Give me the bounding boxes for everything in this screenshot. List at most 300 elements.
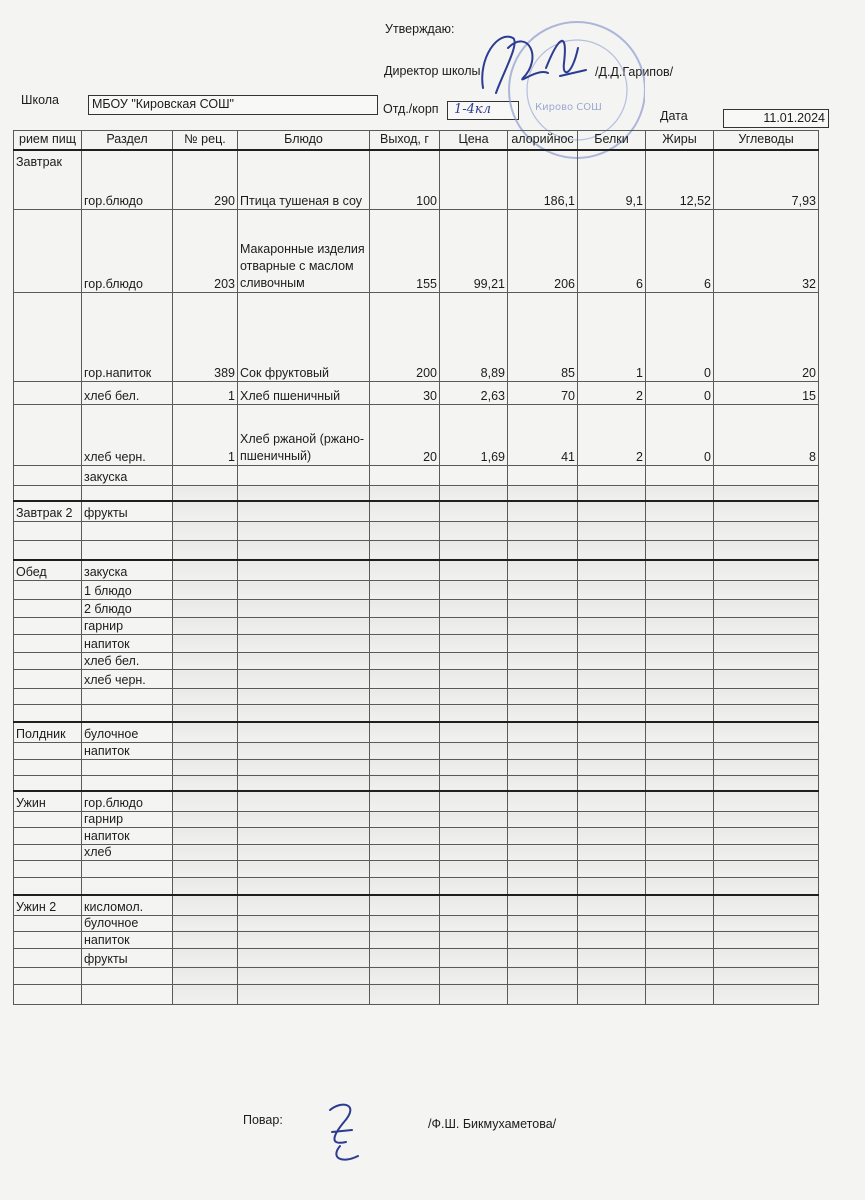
table-cell	[508, 486, 578, 501]
table-cell	[238, 828, 370, 845]
table-row	[14, 895, 819, 916]
table-cell: 8,89	[440, 293, 508, 382]
table-cell	[173, 984, 238, 1004]
table-cell	[370, 653, 440, 670]
table-row	[14, 635, 819, 653]
table-cell	[508, 845, 578, 861]
table-cell	[238, 466, 370, 486]
table-cell	[508, 861, 578, 878]
table-cell: Макаронные изделия отварные с маслом сливочным	[238, 210, 370, 293]
table-cell	[714, 948, 819, 967]
table-cell: булочное	[82, 915, 173, 931]
table-cell	[370, 775, 440, 791]
table-cell	[714, 466, 819, 486]
table-cell	[370, 466, 440, 486]
table-cell	[578, 670, 646, 689]
table-cell	[173, 486, 238, 501]
table-cell	[578, 915, 646, 931]
table-cell: 32	[714, 210, 819, 293]
table-cell	[646, 653, 714, 670]
date-box	[723, 109, 829, 128]
table-cell	[578, 828, 646, 845]
table-cell	[82, 861, 173, 878]
table-cell	[578, 540, 646, 560]
table-cell	[238, 895, 370, 916]
table-cell	[440, 501, 508, 522]
table-cell: Хлеб пшеничный	[238, 382, 370, 405]
table-cell	[440, 689, 508, 705]
table-cell	[646, 931, 714, 948]
cook-signature	[322, 1098, 367, 1166]
dept-value: 1-4кл	[454, 102, 491, 117]
table-cell	[440, 670, 508, 689]
table-cell	[82, 540, 173, 560]
table-cell: 0	[646, 382, 714, 405]
table-cell	[173, 791, 238, 812]
table-cell	[440, 878, 508, 895]
table-cell	[714, 895, 819, 916]
dept-label: Отд./корп	[383, 102, 439, 116]
table-cell	[173, 653, 238, 670]
table-cell	[714, 689, 819, 705]
table-cell	[508, 540, 578, 560]
table-cell: 200	[370, 293, 440, 382]
table-cell	[440, 845, 508, 861]
table-cell: напиток	[82, 635, 173, 653]
column-header: № рец.	[173, 131, 238, 150]
school-name: МБОУ "Кировская СОШ"	[92, 97, 234, 111]
table-cell	[714, 791, 819, 812]
column-header: Белки	[578, 131, 646, 150]
table-cell	[508, 653, 578, 670]
director-name: /Д.Д.Гарипов/	[595, 65, 674, 79]
table-cell	[14, 705, 82, 722]
table-cell	[578, 581, 646, 600]
table-cell	[14, 984, 82, 1004]
table-cell	[238, 722, 370, 743]
table-cell	[646, 742, 714, 759]
table-cell: закуска	[82, 466, 173, 486]
column-header: рием пищ	[14, 131, 82, 150]
table-cell	[578, 775, 646, 791]
table-cell	[370, 759, 440, 775]
table-cell	[440, 984, 508, 1004]
table-cell: 9,1	[578, 150, 646, 210]
column-header: Блюдо	[238, 131, 370, 150]
table-cell: Завтрак	[14, 150, 82, 210]
table-cell	[238, 915, 370, 931]
stamp-text: Кирово СОШ	[535, 102, 602, 113]
table-cell	[238, 689, 370, 705]
table-cell	[370, 618, 440, 635]
table-cell	[714, 915, 819, 931]
table-cell	[238, 967, 370, 984]
table-cell	[508, 600, 578, 618]
table-cell	[370, 878, 440, 895]
table-cell	[646, 845, 714, 861]
table-cell: 85	[508, 293, 578, 382]
table-cell	[714, 812, 819, 828]
table-cell	[173, 705, 238, 722]
table-cell: 7,93	[714, 150, 819, 210]
table-cell	[238, 812, 370, 828]
table-row	[14, 210, 819, 293]
table-cell	[238, 984, 370, 1004]
table-cell	[14, 915, 82, 931]
table-cell	[714, 600, 819, 618]
table-cell	[646, 689, 714, 705]
table-cell	[440, 600, 508, 618]
table-cell	[646, 466, 714, 486]
table-cell	[578, 948, 646, 967]
table-cell	[238, 635, 370, 653]
table-cell	[440, 521, 508, 540]
column-header: Жиры	[646, 131, 714, 150]
table-cell: 186,1	[508, 150, 578, 210]
table-cell	[508, 618, 578, 635]
table-cell	[173, 540, 238, 560]
table-cell	[173, 466, 238, 486]
table-cell	[370, 581, 440, 600]
table-cell	[82, 521, 173, 540]
table-cell: Обед	[14, 560, 82, 581]
table-row	[14, 600, 819, 618]
table-cell: напиток	[82, 828, 173, 845]
table-cell: 6	[578, 210, 646, 293]
table-cell: фрукты	[82, 948, 173, 967]
table-cell	[714, 775, 819, 791]
table-row	[14, 967, 819, 984]
table-cell	[646, 984, 714, 1004]
table-cell	[508, 948, 578, 967]
table-cell: гор.напиток	[82, 293, 173, 382]
table-cell	[82, 759, 173, 775]
table-cell	[646, 861, 714, 878]
table-cell	[14, 521, 82, 540]
table-cell: 30	[370, 382, 440, 405]
table-cell	[370, 828, 440, 845]
table-cell: 389	[173, 293, 238, 382]
table-cell	[508, 521, 578, 540]
table-cell	[714, 722, 819, 743]
table-cell: фрукты	[82, 501, 173, 522]
cook-label: Повар:	[243, 1113, 283, 1127]
table-cell: 2,63	[440, 382, 508, 405]
column-header: алорийнос	[508, 131, 578, 150]
table-cell	[14, 486, 82, 501]
table-cell	[646, 540, 714, 560]
director-label: Директор школы	[384, 64, 481, 78]
table-cell: хлеб черн.	[82, 670, 173, 689]
table-cell	[14, 635, 82, 653]
table-cell	[370, 967, 440, 984]
table-cell	[370, 722, 440, 743]
table-cell	[440, 915, 508, 931]
table-cell	[440, 635, 508, 653]
table-cell: 206	[508, 210, 578, 293]
table-cell: хлеб бел.	[82, 653, 173, 670]
table-cell	[238, 861, 370, 878]
table-cell	[578, 759, 646, 775]
header-row	[14, 131, 819, 150]
table-cell	[238, 540, 370, 560]
table-cell	[238, 653, 370, 670]
table-row	[14, 812, 819, 828]
table-cell	[14, 382, 82, 405]
table-cell	[173, 501, 238, 522]
table-cell	[370, 560, 440, 581]
director-signature	[468, 18, 598, 113]
table-cell	[14, 405, 82, 466]
table-cell	[646, 722, 714, 743]
table-cell	[440, 618, 508, 635]
table-cell	[646, 705, 714, 722]
table-cell	[14, 931, 82, 948]
table-row	[14, 845, 819, 861]
table-cell	[508, 828, 578, 845]
table-cell	[440, 466, 508, 486]
table-cell: 1	[173, 405, 238, 466]
table-cell	[578, 705, 646, 722]
table-cell	[370, 812, 440, 828]
table-cell	[238, 791, 370, 812]
table-cell	[14, 948, 82, 967]
table-cell	[578, 689, 646, 705]
table-cell	[238, 521, 370, 540]
table-cell	[578, 861, 646, 878]
table-cell	[714, 878, 819, 895]
table-cell: Ужин 2	[14, 895, 82, 916]
table-row	[14, 931, 819, 948]
table-cell	[714, 967, 819, 984]
table-cell: напиток	[82, 742, 173, 759]
table-cell	[14, 759, 82, 775]
table-cell	[82, 878, 173, 895]
table-cell	[370, 501, 440, 522]
table-cell	[370, 845, 440, 861]
table-cell: напиток	[82, 931, 173, 948]
table-row	[14, 861, 819, 878]
table-cell	[14, 293, 82, 382]
table-cell	[173, 878, 238, 895]
table-cell	[370, 742, 440, 759]
table-cell	[508, 581, 578, 600]
table-cell	[14, 845, 82, 861]
table-cell	[238, 931, 370, 948]
table-row	[14, 670, 819, 689]
table-cell: 8	[714, 405, 819, 466]
table-cell	[508, 759, 578, 775]
table-cell	[714, 984, 819, 1004]
table-cell	[508, 791, 578, 812]
table-cell	[714, 501, 819, 522]
table-cell	[508, 775, 578, 791]
table-cell	[370, 486, 440, 501]
table-cell	[440, 828, 508, 845]
table-cell	[508, 466, 578, 486]
table-cell	[646, 791, 714, 812]
table-cell: 70	[508, 382, 578, 405]
table-cell	[508, 812, 578, 828]
table-cell	[440, 895, 508, 916]
table-cell: Завтрак 2	[14, 501, 82, 522]
table-cell	[173, 948, 238, 967]
table-cell: гор.блюдо	[82, 150, 173, 210]
date-value: 11.01.2024	[763, 111, 825, 125]
table-cell	[14, 775, 82, 791]
table-cell	[82, 486, 173, 501]
table-cell	[173, 775, 238, 791]
table-cell	[440, 948, 508, 967]
table-cell	[370, 895, 440, 916]
table-cell	[370, 635, 440, 653]
table-cell	[508, 742, 578, 759]
table-cell: 2	[578, 382, 646, 405]
table-cell	[173, 845, 238, 861]
table-cell	[440, 560, 508, 581]
table-row	[14, 948, 819, 967]
column-header: Цена	[440, 131, 508, 150]
table-cell	[508, 670, 578, 689]
table-cell	[440, 722, 508, 743]
table-cell	[508, 705, 578, 722]
table-cell	[173, 689, 238, 705]
table-cell	[578, 486, 646, 501]
table-row	[14, 689, 819, 705]
table-cell: 1	[173, 382, 238, 405]
table-cell	[238, 759, 370, 775]
table-cell	[578, 791, 646, 812]
table-cell	[173, 618, 238, 635]
table-cell	[646, 486, 714, 501]
table-cell	[82, 775, 173, 791]
school-label: Школа	[21, 93, 59, 107]
table-cell	[714, 705, 819, 722]
table-cell	[14, 967, 82, 984]
table-cell: 2 блюдо	[82, 600, 173, 618]
table-cell	[370, 791, 440, 812]
table-cell: 100	[370, 150, 440, 210]
table-cell: хлеб	[82, 845, 173, 861]
table-cell: гор.блюдо	[82, 210, 173, 293]
table-cell	[578, 560, 646, 581]
table-cell	[440, 653, 508, 670]
table-cell	[370, 600, 440, 618]
table-cell	[238, 581, 370, 600]
table-cell	[578, 521, 646, 540]
table-cell	[646, 581, 714, 600]
table-cell: 1,69	[440, 405, 508, 466]
table-cell: гор.блюдо	[82, 791, 173, 812]
table-cell	[714, 845, 819, 861]
table-row	[14, 521, 819, 540]
table-cell	[173, 521, 238, 540]
table-row	[14, 501, 819, 522]
table-cell	[440, 486, 508, 501]
table-cell	[440, 775, 508, 791]
table-cell	[173, 581, 238, 600]
table-cell: 1 блюдо	[82, 581, 173, 600]
table-cell	[578, 812, 646, 828]
table-cell	[578, 895, 646, 916]
table-row	[14, 466, 819, 486]
table-cell	[14, 689, 82, 705]
menu-table	[13, 130, 819, 1005]
table-cell	[370, 689, 440, 705]
table-cell	[14, 861, 82, 878]
cook-name: /Ф.Ш. Бикмухаметова/	[428, 1117, 557, 1131]
table-cell	[714, 653, 819, 670]
table-cell	[508, 931, 578, 948]
table-cell: 15	[714, 382, 819, 405]
table-cell	[370, 931, 440, 948]
table-cell	[173, 861, 238, 878]
table-row	[14, 150, 819, 210]
table-cell	[173, 670, 238, 689]
table-row	[14, 486, 819, 501]
table-cell: Хлеб ржаной (ржано-пшеничный)	[238, 405, 370, 466]
table-cell	[238, 486, 370, 501]
table-cell	[440, 759, 508, 775]
table-cell	[578, 653, 646, 670]
table-cell: хлеб черн.	[82, 405, 173, 466]
table-cell	[646, 521, 714, 540]
table-cell	[714, 670, 819, 689]
table-cell	[508, 635, 578, 653]
table-cell	[173, 895, 238, 916]
table-cell	[14, 540, 82, 560]
table-cell	[508, 984, 578, 1004]
table-row	[14, 653, 819, 670]
table-row	[14, 293, 819, 382]
table-cell	[370, 670, 440, 689]
table-cell	[578, 984, 646, 1004]
table-row	[14, 560, 819, 581]
table-cell: 1	[578, 293, 646, 382]
table-cell	[173, 722, 238, 743]
approve-label: Утверждаю:	[385, 22, 455, 36]
table-cell: 20	[370, 405, 440, 466]
table-cell	[440, 967, 508, 984]
table-cell	[714, 742, 819, 759]
table-cell	[578, 742, 646, 759]
table-cell	[238, 845, 370, 861]
table-cell	[508, 878, 578, 895]
table-cell: кисломол.	[82, 895, 173, 916]
table-row	[14, 405, 819, 466]
table-cell	[646, 812, 714, 828]
table-cell	[238, 948, 370, 967]
table-cell: 2	[578, 405, 646, 466]
table-cell	[440, 861, 508, 878]
table-cell	[82, 689, 173, 705]
table-cell	[370, 984, 440, 1004]
table-cell	[370, 521, 440, 540]
table-cell: Сок фруктовый	[238, 293, 370, 382]
table-cell	[508, 722, 578, 743]
table-cell	[238, 878, 370, 895]
table-cell: хлеб бел.	[82, 382, 173, 405]
table-cell	[173, 812, 238, 828]
table-cell	[370, 915, 440, 931]
table-cell	[14, 878, 82, 895]
table-row	[14, 742, 819, 759]
table-row	[14, 705, 819, 722]
table-cell	[238, 670, 370, 689]
table-row	[14, 722, 819, 743]
table-cell: гарнир	[82, 812, 173, 828]
table-cell	[370, 948, 440, 967]
